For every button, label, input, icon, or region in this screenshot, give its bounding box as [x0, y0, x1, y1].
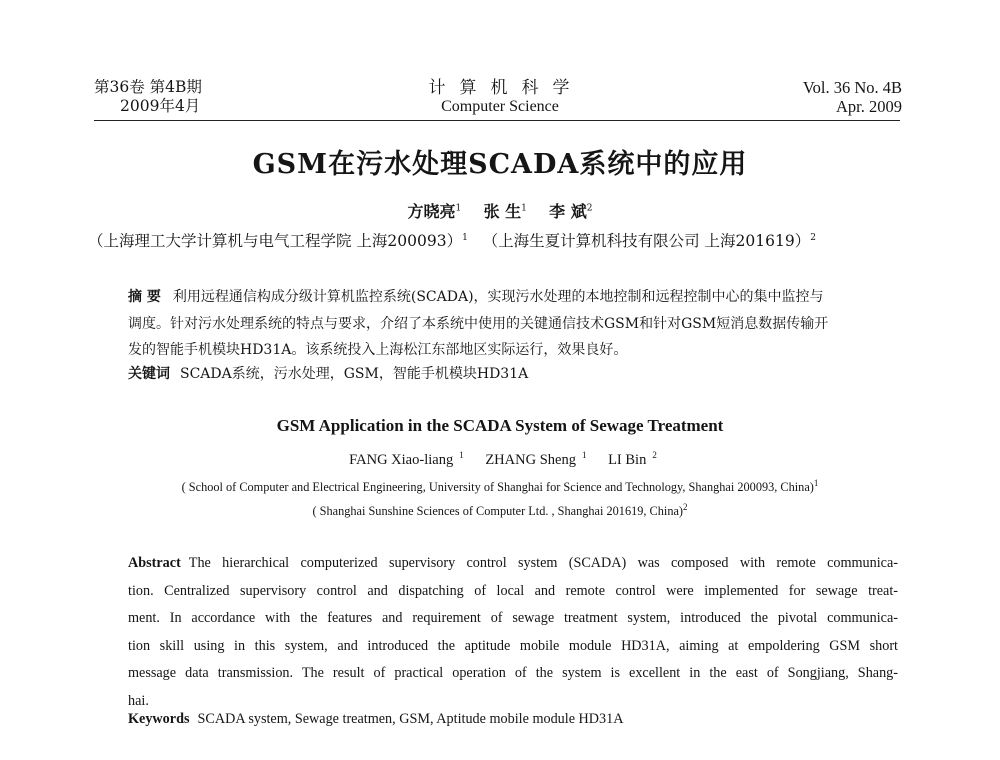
abstract-line: tion. Centralized supervisory control and dispatching of local and remote control were implemented for sewage treat- [128, 582, 898, 599]
author-list-en [0, 450, 1000, 469]
keywords-text-en: SCADA system, Sewage treatmen, GSM, Aptitude mobile module HD31A [197, 711, 624, 727]
journal-name-cn: 计算机科学 [428, 78, 584, 98]
affiliation: （上海生夏计算机科技有限公司 上海201619）$^2$ [482, 232, 816, 250]
affiliation-en: ( School of Computer and Electrical Engineering, University of Shanghai for Science and Technology, Shanghai 200093, China)$^1$ [181, 478, 819, 495]
affiliation: （上海理工大学计算机与电气工程学院 上海200093）$^1$ [88, 232, 468, 250]
abstract-line: hai. [128, 692, 149, 709]
abstract-line: Abstract The hierarchical computerized supervisory control system (SCADA) was composed with remote communica- [128, 555, 898, 571]
affiliations-cn [88, 229, 816, 251]
author-name: ZHANG Sheng $^1$ [485, 450, 587, 468]
abstract-label-cn: 摘 要 [128, 289, 161, 305]
abstract-line: tion skill using in this system, and introduced the aptitude mobile module HD31A, aiming at empoldering GSM short [128, 637, 898, 654]
abstract-line: 摘 要 利用远程通信构成分级计算机监控系统(SCADA)，实现污水处理的本地控制和远程控制中心的集中监控与 [128, 289, 824, 305]
volume-issue: 第36卷 第4B期 [94, 78, 202, 96]
volume-number-en: Vol. 36 No. 4B [802, 78, 902, 97]
issue-date-cn: 2009年4月 [120, 97, 201, 115]
keywords-label-cn: 关键词 [128, 366, 170, 382]
journal-issue-info [94, 78, 202, 116]
affiliation-en: ( Shanghai Sunshine Sciences of Computer Ltd. , Shanghai 201619, China)$^2$ [312, 502, 688, 519]
author-name: 方晓亮$^1$ [407, 202, 462, 221]
abstract-cn [128, 284, 898, 364]
author-name: 张 生$^1$ [483, 202, 527, 221]
paper-title-cn: GSM在污水处理SCADA系统中的应用 [252, 149, 748, 180]
journal-name [400, 78, 600, 116]
author-list-cn [0, 199, 1000, 222]
keywords-label-en: Keywords [128, 711, 190, 727]
issue-date-en: Apr. 2009 [836, 97, 902, 116]
journal-volume-en [803, 78, 902, 116]
abstract-line: message data transmission. The result of practical operation of the system is excellent in the east of Songjiang, Shang- [128, 665, 898, 682]
keywords-text-cn: SCADA系统，污水处理，GSM，智能手机模块HD31A [180, 366, 529, 382]
abstract-line: 发的智能手机模块HD31A。该系统投入上海松江东部地区实际运行，效果良好。 [128, 342, 628, 358]
author-name: 李 斌$^2$ [549, 202, 593, 221]
author-name: LI Bin $^2$ [608, 450, 657, 468]
abstract-en [128, 550, 898, 716]
header-divider [94, 120, 900, 121]
abstract-label-en: Abstract [128, 555, 181, 571]
journal-name-en: Computer Science [441, 98, 559, 115]
author-name: FANG Xiao-liang $^1$ [349, 450, 464, 468]
abstract-line: ment. In accordance with the features and requirement of sewage treatment system, introduced the pivotal communica- [128, 610, 898, 627]
keywords-cn [128, 363, 528, 383]
keywords-en [128, 711, 623, 728]
paper-title-en: GSM Application in the SCADA System of Sewage Treatment [276, 416, 724, 435]
abstract-line: 调度。针对污水处理系统的特点与要求，介绍了本系统中使用的关键通信技术GSM和针对GSM短消息数据传输开 [128, 315, 829, 332]
